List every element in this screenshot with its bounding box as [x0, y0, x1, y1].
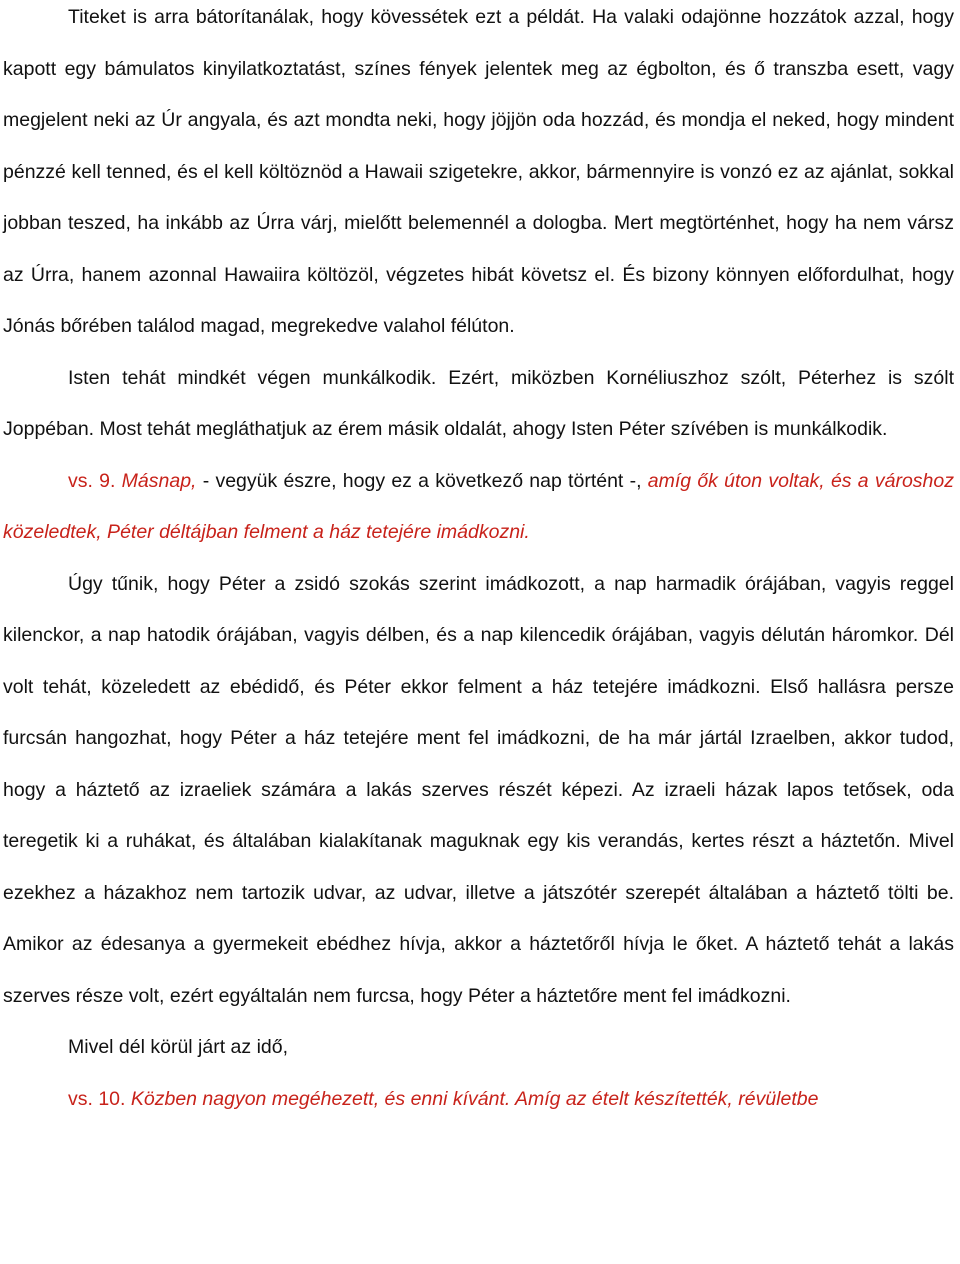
paragraph-noon: Mivel dél körül járt az idő, [68, 1036, 289, 1058]
paragraph-god-works-both-ends: Isten tehát mindkét végen munkálkodik. Ezért, miközben Kornéliuszhoz szólt, Péterhez is szólt Joppéban. Most tehát megláthatjuk az érem másik oldalát, ahogy Isten Péter szívében is munkálkodik. [3, 366, 954, 440]
paragraph-encouragement: Titeket is arra bátorítanálak, hogy kövessétek ezt a példát. Ha valaki odajönne hozzátok azzal, hogy kapott egy bámulatos kinyilatkoztatást, színes fények jelentek meg az égbolton, és ő transzba esett, vagy megjelent neki az Úr angyala, és azt mondta neki, hogy jöjjön oda hozzád, és mondja el neked, hogy mindent pénzzé kell tenned, és el kell költöznöd a Hawaii szigetekre, akkor, bármennyire is vonzó ez az ajánlat, sokkal jobban teszed, ha inkább az Úrra várj, mielőtt belemennél a dologba. Mert megtörténhet, hogy ha nem vársz az Úrra, hanem azonnal Hawaiira költözöl, végzetes hibát követsz el. És bizony könnyen előfordulhat, hogy Jónás bőrében találod magad, megrekedve valahol félúton. [3, 6, 954, 337]
commentary-inline: - vegyük észre, hogy ez a következő nap történt -, [196, 469, 648, 492]
paragraph-rooftop-prayer: Úgy tűnik, hogy Péter a zsidó szokás szerint imádkozott, a nap harmadik órájában, vagyis reggel kilenckor, a nap hatodik órájában, vagyis délben, és a nap kilencedik órájában, vagyis délután háromkor. Dél volt tehát, közeledett az ebédidő, és Péter ekkor felment a ház tetejére imádkozni. Első hallásra persze furcsán hangozhat, hogy Péter a ház tetejére ment fel imádkozni, de ha már jártál Izraelben, akkor tudod, hogy a háztető az izraeliek számára a lakás szerves részét képezi. Az izraeli házak lapos tetősek, oda teregetik ki a ruhákat, és általában kialakítanak maguknak egy kis verandás, kertes részt a háztetőn. Mivel ezekhez a házakhoz nem tartozik udvar, az udvar, illetve a játszótér szerepét általában a háztető tölti be. Amikor az édesanya a gyermekeit ebédhez hívja, akkor a háztetőről hívja le őket. A háztető tehát a lakás szerves része volt, ezért egyáltalán nem furcsa, hogy Péter a háztetőre ment fel imádkozni. [3, 572, 954, 1007]
verse-ref-10: vs. 10. [68, 1087, 126, 1110]
scripture-quote-masnap: Másnap, [121, 469, 197, 492]
scripture-quote-verse-10: Közben nagyon megéhezett, és enni kívánt. Amíg az ételt készítették, révületbe [130, 1087, 819, 1110]
paragraph-verse-9 [3, 456, 954, 559]
scripture-quote-verse-9: amíg ők úton voltak, és a városhoz közeledtek, Péter déltájban felment a ház tetejére imádkozni. [3, 469, 954, 543]
paragraph-verse-10 [3, 1074, 954, 1126]
verse-ref-9: vs. 9. [68, 469, 116, 492]
